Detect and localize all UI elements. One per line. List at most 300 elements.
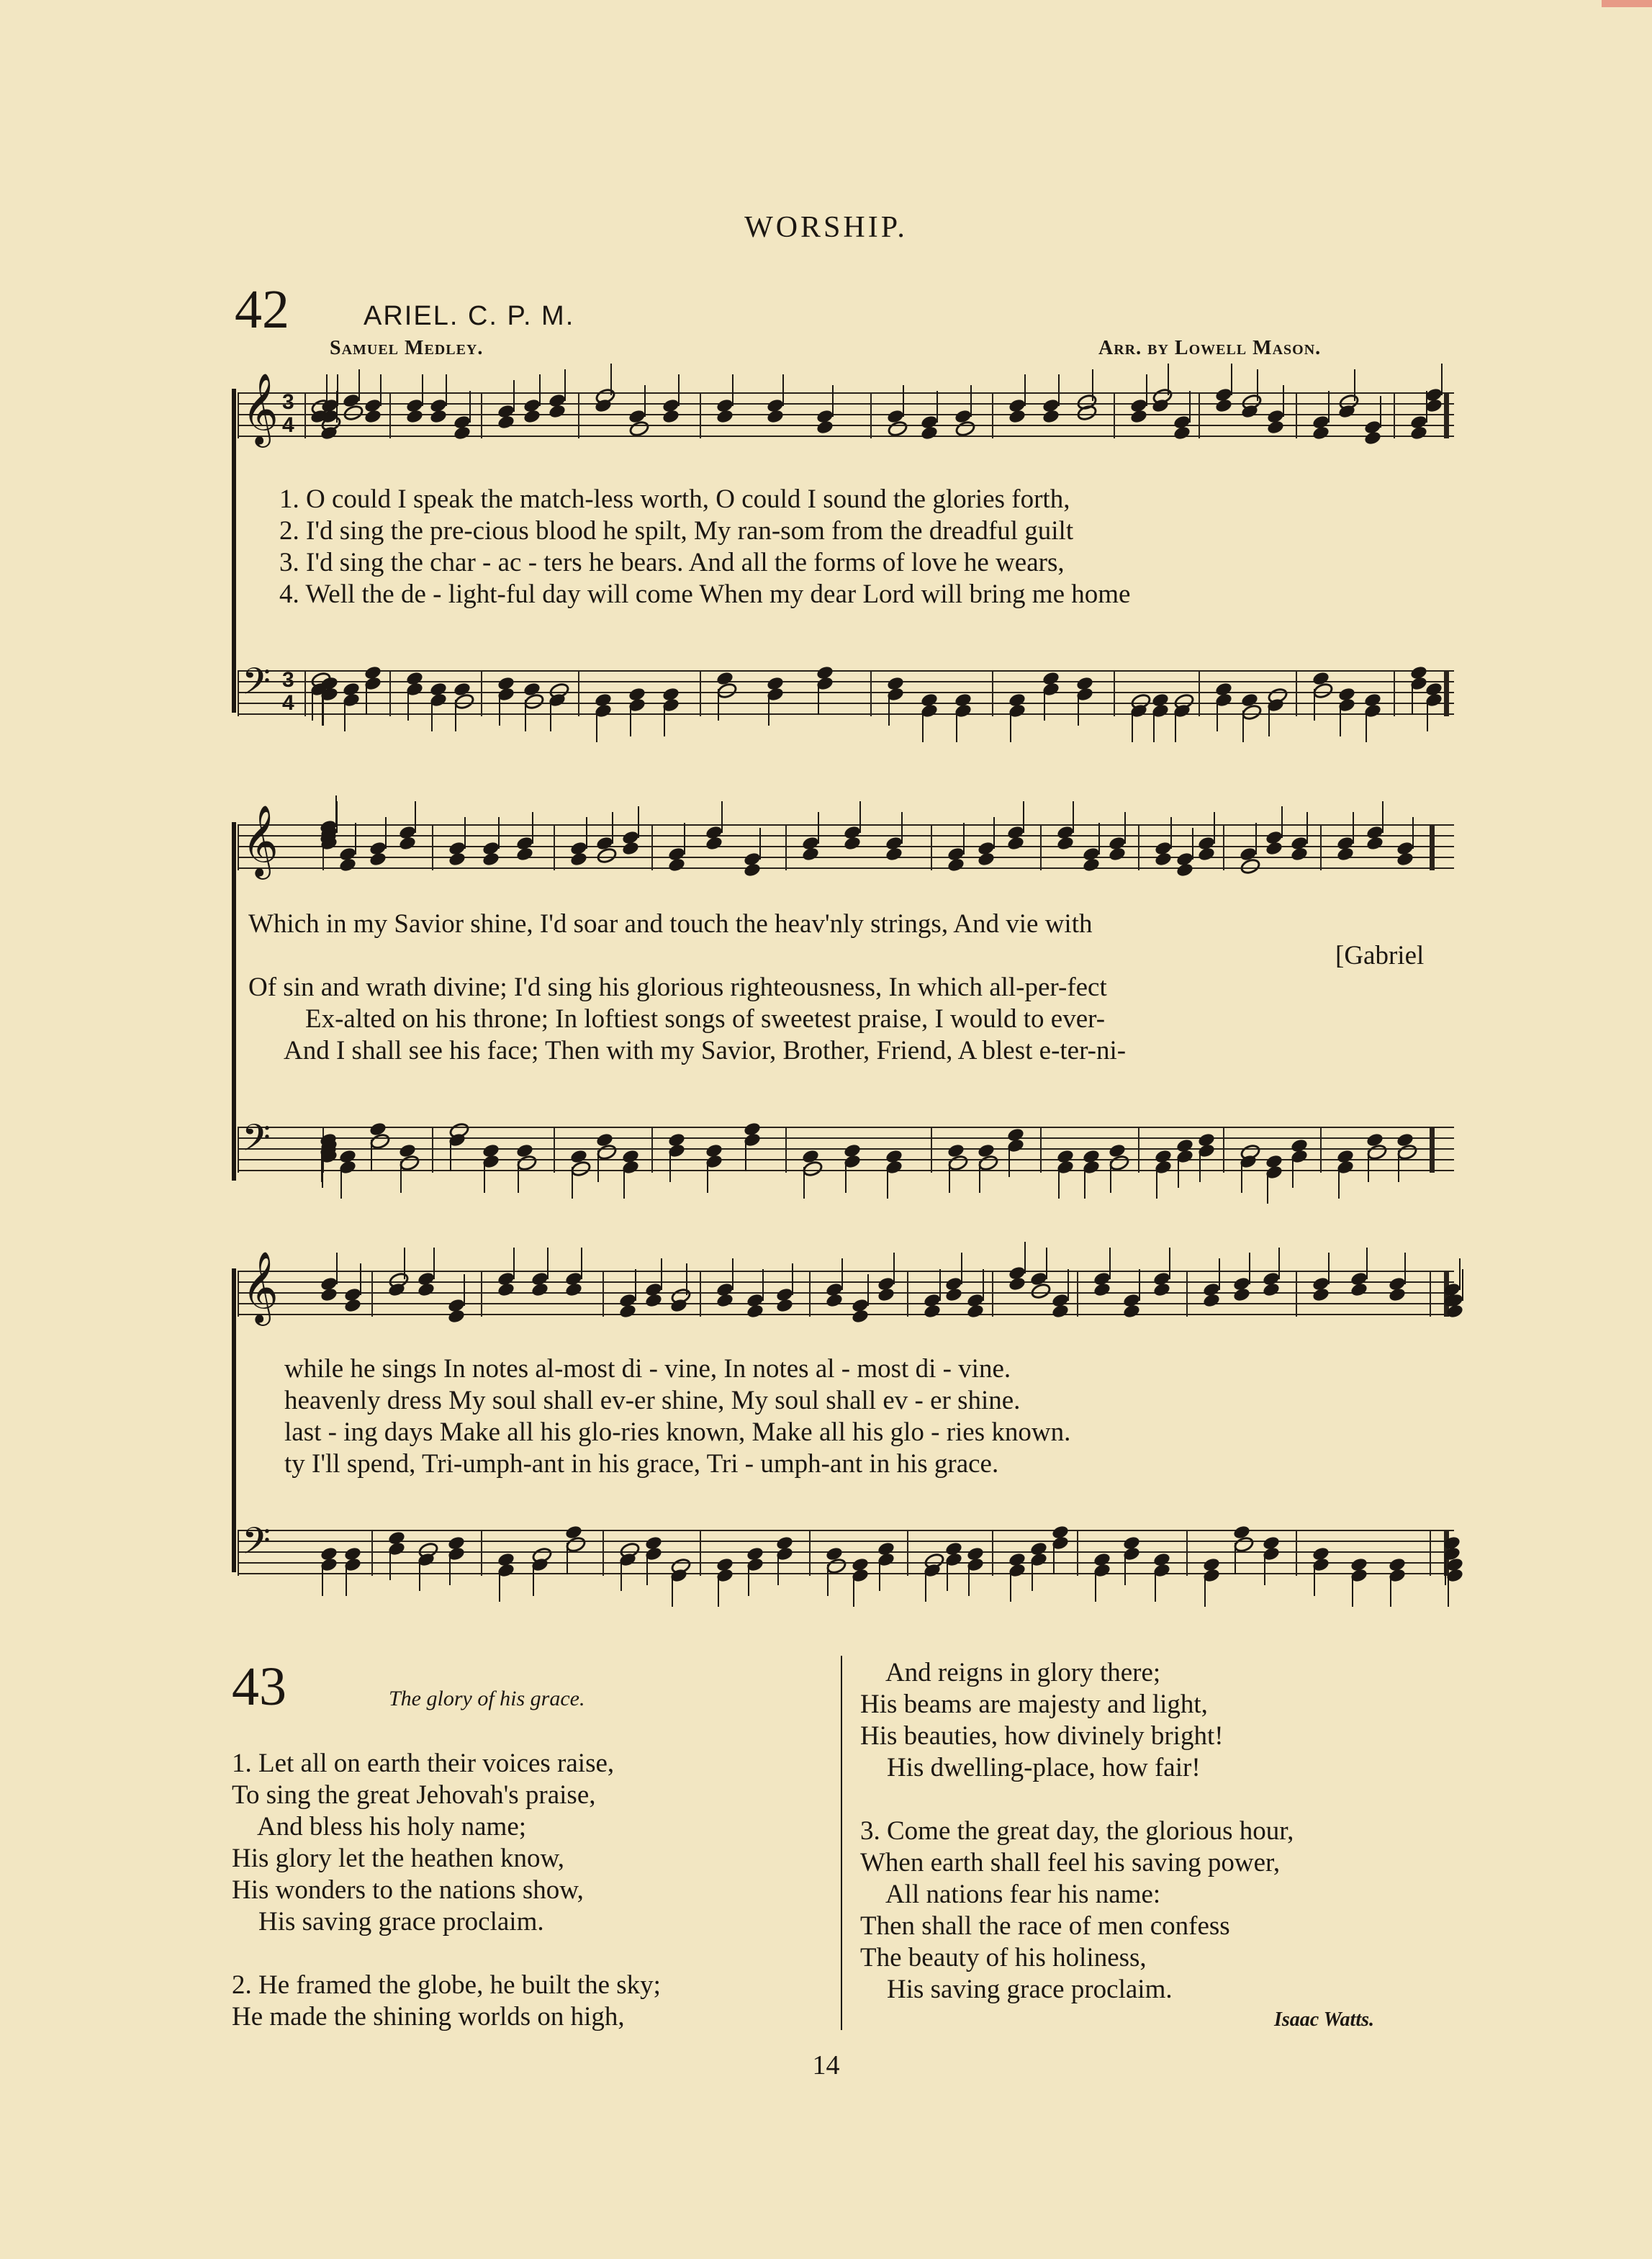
lyric-line: heavenly dress My soul shall ev-er shine, My soul shall ev - er shine. [284,1386,1021,1415]
bass-staff [238,1522,1454,1576]
note-head [569,851,588,867]
note-stem [620,1559,622,1591]
note-stem [1257,369,1258,401]
note-stem [1023,801,1024,833]
note-stem [1448,1575,1449,1607]
note-stem [539,374,541,406]
bar-line [1430,1530,1431,1576]
poem-line: His saving grace proclaim. [232,1907,544,1936]
note-stem [1058,1167,1060,1199]
note-stem [879,1559,880,1591]
note-stem [1053,1543,1055,1574]
note-head [621,840,640,856]
bar-line [602,1530,604,1576]
lyric-line: Which in my Savior shine, I'd soar and touch the heav'nly strings, And vie with [248,909,1093,939]
note-stem [1380,396,1381,428]
treble-clef-icon: 𝄞 [242,1253,279,1322]
staff-line [238,436,1454,437]
bar-line [238,824,239,870]
bar-line [578,670,579,716]
hymn-43-title: The glory of his grace. [389,1687,585,1710]
system-1-brace [232,389,236,713]
note-stem [1068,1269,1069,1301]
note-stem [1283,385,1284,417]
note-stem [818,812,819,844]
bar-line [578,392,579,438]
note-stem [759,828,761,860]
bar-line [785,824,787,870]
note-stem [745,1140,746,1171]
bar-line [1114,392,1115,438]
note-stem [939,1269,941,1301]
bar-line [1430,1271,1431,1317]
treble-staff [238,1253,1454,1322]
note-stem [419,1559,420,1591]
note-stem [853,1575,854,1607]
note-stem [596,711,597,742]
note-stem [567,1543,568,1574]
note-stem [630,705,631,736]
note-stem [525,700,526,731]
note-stem [803,1167,805,1199]
section-title: WORSHIP. [744,211,908,244]
note-head [851,1308,870,1324]
note-stem [661,1258,662,1290]
note-stem [936,391,938,423]
note-stem [1192,828,1193,860]
note-stem [366,683,367,715]
note-stem [1109,1248,1111,1279]
note-stem [446,374,447,406]
note-stem [1255,823,1257,855]
note-stem [1382,801,1384,833]
note-stem [499,694,500,726]
note-stem [669,1150,671,1182]
note-stem [1155,1570,1156,1602]
note-stem [1084,1167,1085,1199]
note-stem [464,817,466,849]
bar-line [931,1127,932,1173]
note-stem [1352,1575,1353,1607]
note-stem [947,1559,948,1591]
bar-line [651,1127,653,1173]
bar-line [1296,1271,1297,1317]
bar-line [785,1127,787,1173]
note-stem [1328,391,1330,423]
note-stem [400,1161,402,1193]
note-stem [1445,1554,1446,1585]
note-stem [646,1554,648,1585]
note-stem [1217,700,1218,731]
note-stem [1241,1161,1242,1193]
note-head [1154,851,1173,867]
lyric-line: And I shall see his face; Then with my Savior, Brother, Friend, A blest e-ter-ni- [284,1036,1127,1065]
note-stem [768,694,769,726]
note-stem [841,1258,843,1290]
bar-line [1223,1127,1224,1173]
system-2-lyrics [248,908,1092,940]
note-stem [513,1248,515,1279]
note-stem [961,1253,962,1284]
bar-line [992,1271,993,1317]
note-head [1266,419,1285,435]
system-1-lyrics [279,484,1130,610]
system-2-lyrics-cont [248,972,1107,1004]
note-head [482,851,500,867]
bar-line [700,1271,701,1317]
note-stem [635,1269,636,1301]
note-stem [672,1575,673,1607]
note-stem [1058,374,1060,406]
bar-line [304,392,306,438]
note-stem [358,369,360,401]
bar-line [389,392,391,438]
note-head [369,851,387,867]
note-stem [1427,700,1428,731]
lyric-line: ty I'll spend, Tri-umph-ant in his grace, Tri - umph-ant in his grace. [284,1449,999,1479]
note-stem [887,1167,888,1199]
note-stem [1046,1248,1047,1279]
note-head [447,1308,466,1324]
bar-line [554,1127,555,1173]
system-2-lyrics-cont [305,1004,1105,1035]
treble-staff [238,374,1454,443]
note-stem [718,689,719,721]
bar-line [1077,1530,1078,1576]
note-stem [956,711,957,742]
note-stem [832,385,834,417]
bar-line [700,670,701,716]
note-stem [407,689,409,721]
bar-line [1296,1530,1297,1576]
bar-line [1199,670,1200,716]
note-stem [1153,711,1155,742]
note-stem [1249,1253,1250,1284]
note-stem [949,1161,950,1193]
note-stem [1073,801,1074,833]
note-stem [678,374,680,406]
bar-line [1444,670,1449,716]
bar-line [1186,1530,1188,1576]
page-corner-tab [1602,0,1652,7]
note-stem [1219,1258,1220,1290]
note-stem [707,1161,708,1193]
note-stem [777,1554,779,1585]
note-head [1425,397,1443,413]
note-head [662,408,680,424]
note-stem [1010,711,1011,742]
bass-staff [238,662,1454,716]
note-head [1042,408,1060,424]
note-stem [431,700,433,731]
bass-clef-icon: 𝄢 [242,1522,271,1571]
note-stem [867,1274,869,1306]
note-stem [547,1248,549,1279]
note-stem [1124,812,1126,844]
note-stem [612,812,613,844]
column-divider [841,1656,842,2030]
note-stem [1314,689,1315,721]
note-head [966,1303,985,1319]
note-stem [422,374,423,406]
note-stem [610,364,612,395]
bass-clef-icon: 𝄢 [242,1119,271,1168]
note-stem [404,1248,405,1279]
lyric-line: 1. O could I speak the match-less worth, O could I sound the glories forth, [279,484,1070,514]
note-stem [550,700,551,731]
note-stem [533,1564,534,1596]
hymn-43-left-column [232,1748,661,2033]
note-stem [449,1554,451,1585]
note-stem [1264,1554,1265,1585]
note-stem [664,705,665,736]
note-head [1232,1286,1251,1302]
staff-line [238,1271,1454,1272]
note-head [429,408,448,424]
system-3-lyrics [284,1353,1070,1480]
poem-line: When earth shall feel his saving power, [860,1848,1281,1877]
bar-line [602,1271,604,1317]
staff-line [238,857,1454,858]
note-stem [321,1150,322,1182]
bar-line [907,1271,908,1317]
bar-line [809,1271,811,1317]
staff-line [238,1303,1454,1304]
note-head [1265,840,1283,856]
note-stem [1199,1150,1201,1182]
note-stem [1292,1156,1294,1188]
note-stem [1095,1570,1096,1602]
note-stem [1170,817,1172,849]
note-stem [581,1248,582,1279]
note-head [716,408,734,424]
staff-line [238,1530,1454,1531]
note-head [448,851,466,867]
note-stem [1156,1167,1157,1199]
bar-line [1223,824,1224,870]
poem-line: He made the shining worlds on high, [232,2002,625,2032]
note-stem [1204,1575,1206,1607]
bar-line [1430,824,1435,870]
staff-line [238,1137,1454,1139]
hymn-43-number: 43 [232,1656,286,1717]
note-stem [1175,711,1176,742]
bar-line [1430,1127,1435,1173]
note-head [343,1297,362,1313]
bar-line [432,1127,433,1173]
page-number: 14 [812,2050,840,2080]
note-head [775,1297,794,1313]
note-stem [1178,1156,1179,1188]
poem-line: The beauty of his holiness, [860,1943,1147,1972]
note-stem [586,817,587,849]
lyric-carryover: [Gabriel [1335,941,1425,970]
note-head [1363,430,1382,446]
note-stem [1404,1253,1406,1284]
bar-line [554,824,555,870]
lyric-line: Of sin and wrath divine; I'd sing his glorious righteousness, In which all-per-fect [248,973,1107,1002]
poem-line: His glory let the heathen know, [232,1844,565,1873]
note-stem [532,812,533,844]
bar-line [1138,1127,1139,1173]
poem-line [860,1784,1294,1816]
bar-line [238,1530,239,1576]
note-stem [322,694,324,726]
note-head [877,1286,895,1302]
note-stem [389,1548,391,1580]
note-stem [513,380,515,412]
bar-line [1077,1271,1078,1317]
bar-line [1296,670,1297,716]
note-stem [1268,705,1270,736]
bar-line [389,670,391,716]
note-stem [469,391,471,423]
note-stem [845,1161,847,1193]
note-head [1388,1286,1407,1302]
note-head [743,862,762,878]
note-stem [1278,1248,1280,1279]
note-head [944,1286,963,1302]
note-stem [1008,1145,1010,1177]
note-stem [450,1140,451,1171]
staff-line [238,713,1454,715]
staff-line [238,1314,1454,1315]
bar-line [651,824,653,870]
note-stem [344,700,346,731]
note-stem [732,374,734,406]
note-stem [925,1570,926,1602]
note-head [843,835,862,851]
note-stem [762,1269,764,1301]
note-stem [335,795,337,827]
note-stem [970,385,972,417]
hymn-43-right-column [860,1657,1294,2006]
note-head [1129,408,1148,424]
staff-line [238,1127,1454,1128]
bar-line [481,1271,482,1317]
time-signature: 3 4 [282,390,294,437]
note-stem [1314,1564,1315,1596]
bar-line [238,1127,239,1173]
poem-line: His wonders to the nations show, [232,1875,584,1905]
staff-line [238,392,1454,394]
bar-line [481,670,482,716]
note-stem [1366,1248,1368,1279]
bar-line [238,670,239,716]
note-stem [1010,1570,1011,1602]
note-stem [340,1167,342,1199]
poem-line: To sing the great Jehovah's praise, [232,1780,596,1810]
bar-line [304,670,306,716]
poem-line: All nations fear his name: [860,1880,1161,1909]
note-stem [748,1564,749,1596]
note-stem [903,385,904,417]
note-stem [1462,1269,1463,1301]
note-stem [1168,364,1169,395]
note-stem [1340,705,1341,736]
note-stem [1024,1242,1026,1273]
bar-line [238,1271,239,1317]
poem-line: His saving grace proclaim. [860,1975,1173,2004]
note-stem [1441,364,1443,395]
treble-clef-icon: 𝄞 [242,806,279,875]
time-signature: 3 4 [282,668,294,715]
poem-line: His beauties, how divinely bright! [860,1721,1224,1751]
bar-line [481,1530,482,1576]
note-stem [322,1564,323,1596]
staff-line [238,867,1454,869]
hymn-42-number: 42 [235,279,289,340]
bar-line [481,392,482,438]
note-stem [1132,711,1133,742]
words-credit: Samuel Medley. [330,337,484,359]
bar-line [1320,824,1322,870]
bar-line [1040,1127,1042,1173]
bar-line [371,1530,373,1576]
staff-line [238,670,1454,672]
note-head [1008,408,1026,424]
note-stem [888,694,890,726]
note-stem [1092,369,1093,401]
note-stem [312,689,313,721]
note-stem [1139,1269,1140,1301]
note-stem [1110,1161,1111,1193]
note-head [1409,425,1427,441]
poem-line: His beams are majesty and light, [860,1690,1208,1719]
note-stem [893,1253,895,1284]
bar-line [1394,670,1395,716]
poem-line: 2. He framed the globe, he built the sky; [232,1970,661,2000]
note-stem [686,1263,687,1295]
bar-line [931,824,932,870]
system-2-lyrics-cont [284,1035,1126,1067]
hymn-43-author: Isaac Watts. [1274,2008,1374,2031]
note-stem [1098,823,1100,855]
bar-line [1040,824,1042,870]
bar-line [1394,392,1395,438]
note-stem [1214,812,1215,844]
note-stem [1366,711,1367,742]
bar-line [992,1530,993,1576]
lyric-line: while he sings In notes al-most di - vine, In notes al - most di - vine. [284,1354,1011,1384]
note-stem [1146,374,1147,406]
bar-line [870,670,872,716]
bar-line [1444,392,1449,438]
note-stem [1412,817,1414,849]
poem-line: His dwelling-place, how fair! [860,1753,1201,1782]
note-stem [963,823,965,855]
note-stem [1328,1253,1330,1284]
note-stem [979,1161,980,1193]
system-3-brace [232,1268,236,1572]
note-stem [564,369,566,401]
bar-line [700,1530,701,1576]
note-stem [827,1564,829,1596]
bar-line [432,824,433,870]
note-head [523,408,541,424]
note-stem [385,817,387,849]
note-stem [484,1161,485,1193]
note-head [1214,397,1233,413]
music-credit: Arr. by Lowell Mason. [1098,337,1322,359]
note-stem [1235,1543,1236,1574]
note-stem [922,711,924,742]
treble-staff [238,806,1454,875]
note-stem [371,1140,372,1171]
note-stem [983,1269,984,1301]
note-stem [1044,689,1045,721]
poem-line [232,1938,661,1970]
